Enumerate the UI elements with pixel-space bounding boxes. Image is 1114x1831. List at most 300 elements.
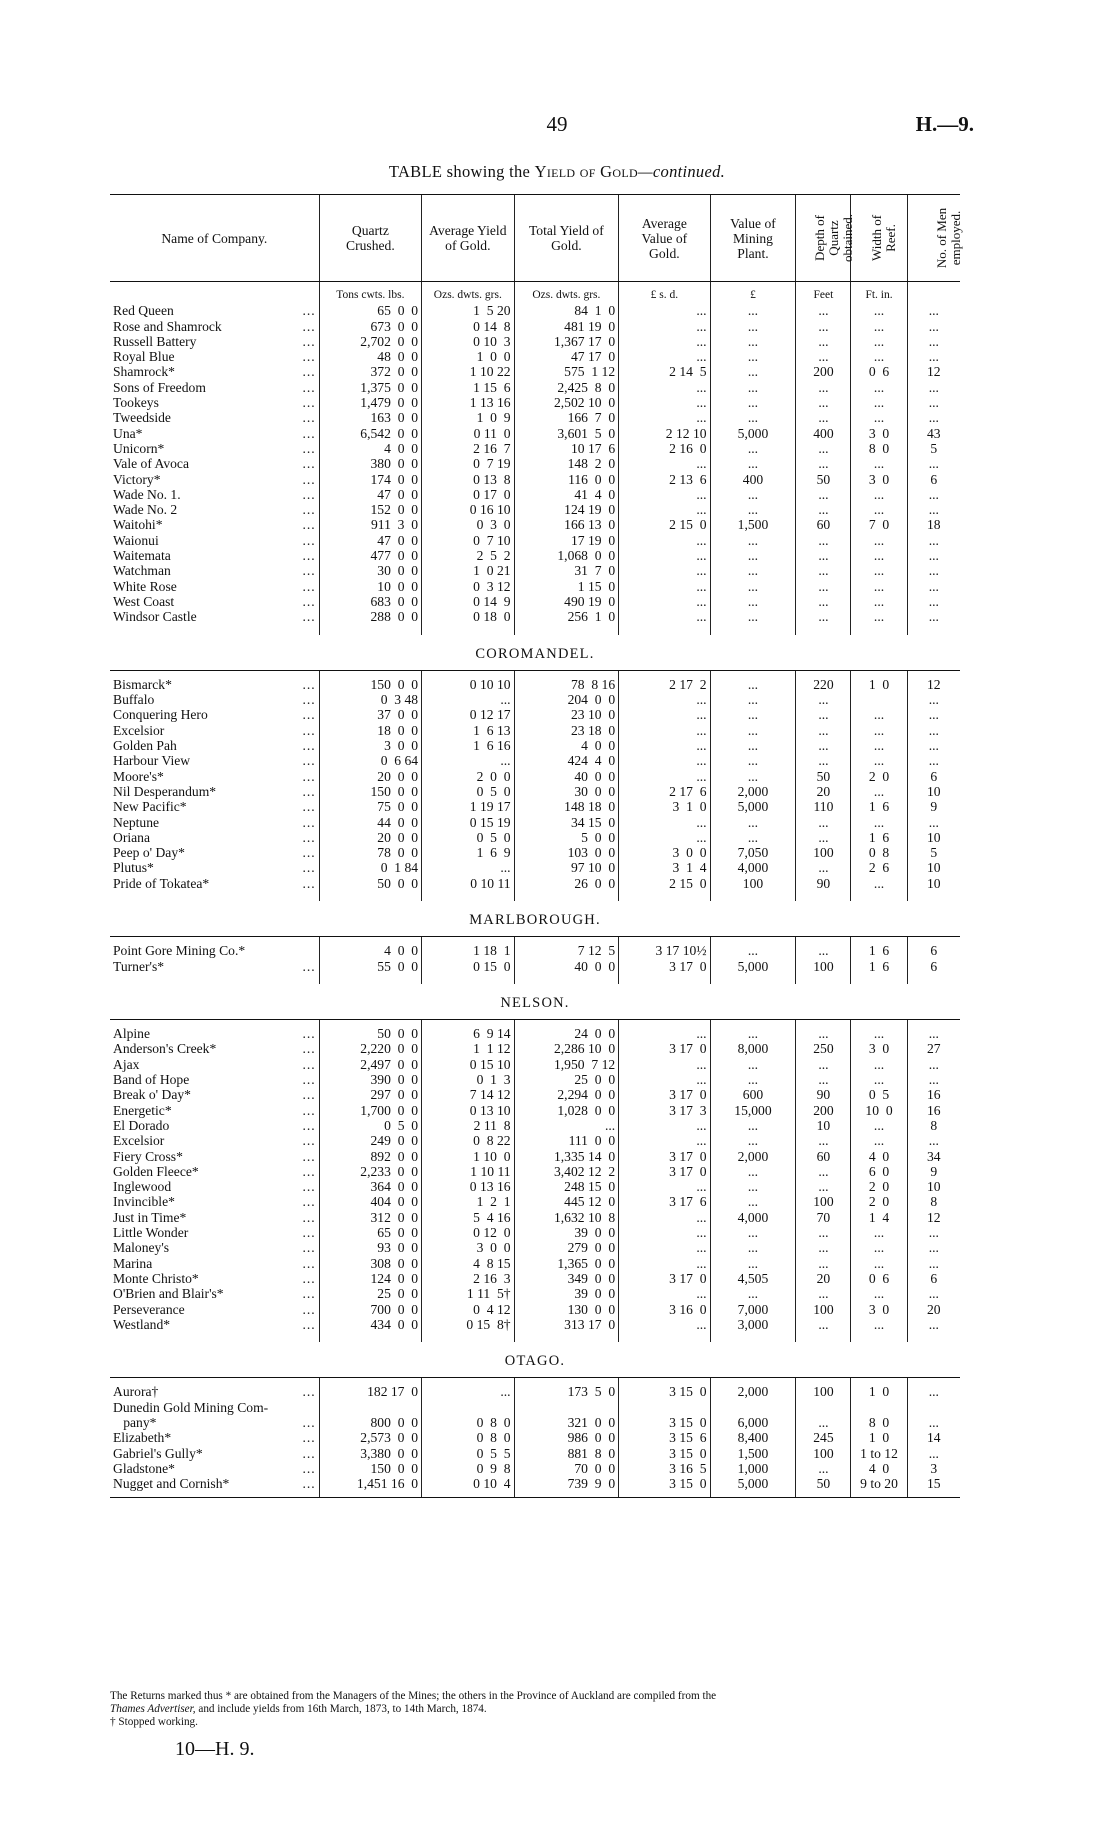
men-cell: 14 [907,1430,960,1445]
width-cell: 0 6 [851,364,907,379]
header-depth [796,195,856,282]
men-cell: 34 [907,1149,960,1164]
total-yield-cell: 248 15 0 [514,1179,619,1194]
company-name: Dunedin Gold Mining Com- [113,1399,269,1415]
company-name-cell [110,799,319,814]
total-yield-cell: 103 0 0 [514,845,619,860]
table-row [110,502,960,517]
quartz-cell: 152 0 0 [319,502,421,517]
avg-yield-cell: 1 6 13 [422,723,514,738]
avg-yield-cell: 0 8 22 [422,1133,514,1148]
section-heading: NELSON. [110,984,960,1020]
total-yield-cell: 84 1 0 [514,303,619,318]
plant-cell: ... [710,1256,796,1271]
section-heading-row [110,635,960,671]
avg-yield-cell: 1 1 12 [422,1041,514,1056]
plant-cell: 600 [710,1087,796,1102]
company-name-cell [110,738,319,753]
quartz-cell: 18 0 0 [319,723,421,738]
total-yield-cell: 7 12 5 [514,943,619,958]
total-yield-cell: 2,286 10 0 [514,1041,619,1056]
avg-value-cell: ... [619,410,710,425]
table-row [110,1302,960,1317]
depth-cell: ... [796,502,851,517]
company-name-cell [110,1072,319,1087]
width-cell: ... [851,876,907,891]
total-yield-cell: 481 19 0 [514,319,619,334]
avg-yield-cell: 1 15 6 [422,380,514,395]
total-yield-cell: 2,502 10 0 [514,395,619,410]
quartz-cell: 4 0 0 [319,943,421,958]
leader-dots: ... [302,532,316,548]
company-name-cell [110,456,319,471]
plant-cell: ... [710,769,796,784]
section-heading: COROMANDEL. [110,635,960,671]
depth-cell: ... [796,1072,851,1087]
plant-cell: ... [710,609,796,624]
depth-cell: ... [796,609,851,624]
plant-cell: 4,000 [710,1210,796,1225]
table-row [110,594,960,609]
table-row [110,1400,960,1415]
depth-cell: ... [796,1026,851,1041]
company-name-cell [110,319,319,334]
gap-cell [907,625,960,635]
depth-cell: ... [796,334,851,349]
width-cell: ... [851,533,907,548]
plant-cell: ... [710,1057,796,1072]
company-name: Point Gore Mining Co.* [113,943,246,959]
leader-dots: ... [302,1316,316,1332]
depth-cell: ... [796,1225,851,1240]
leader-dots: ... [302,783,316,799]
avg-value-cell: ... [619,502,710,517]
plant-cell: ... [710,1118,796,1133]
avg-yield-cell: 0 3 0 [422,517,514,532]
company-name: Tweedside [113,410,171,426]
men-cell: ... [907,456,960,471]
company-name: Windsor Castle [113,609,197,625]
avg-value-cell: 2 15 0 [619,876,710,891]
width-cell: ... [851,1286,907,1301]
company-name-cell [110,1179,319,1194]
quartz-cell: 47 0 0 [319,487,421,502]
gap-cell [422,1491,514,1498]
leader-dots: ... [302,1476,316,1492]
gap-cell [796,891,851,901]
depth-cell: ... [796,303,851,318]
company-name-cell [110,845,319,860]
company-name: Moore's* [113,768,164,784]
table-body [110,282,960,1498]
men-cell: 6 [907,1271,960,1286]
width-cell [851,1400,907,1415]
company-name: Waionui [113,532,159,548]
quartz-cell: 0 3 48 [319,692,421,707]
depth-cell: ... [796,692,851,707]
section-gap [110,1332,960,1342]
depth-cell: 50 [796,472,851,487]
company-name-cell [110,1087,319,1102]
table-row [110,395,960,410]
depth-cell: ... [796,395,851,410]
gap-cell [110,625,319,635]
total-yield-cell: 256 1 0 [514,609,619,624]
total-yield-cell: 321 0 0 [514,1415,619,1430]
leader-dots: ... [302,364,316,380]
men-cell: 10 [907,876,960,891]
quartz-cell: 249 0 0 [319,1133,421,1148]
gap-cell [514,891,619,901]
men-cell: 3 [907,1461,960,1476]
company-name: Harbour View [113,753,191,769]
table-row [110,707,960,722]
gap-cell [796,974,851,984]
plant-cell: ... [710,943,796,958]
plant-cell: ... [710,1179,796,1194]
total-yield-cell: 1,950 7 12 [514,1057,619,1072]
avg-yield-cell: 0 12 0 [422,1225,514,1240]
gap-cell [710,625,796,635]
title-suffix: —continued. [637,162,726,181]
depth-cell: 245 [796,1430,851,1445]
avg-yield-cell: 0 5 0 [422,784,514,799]
width-cell: 1 0 [851,677,907,692]
gap-cell [851,891,907,901]
company-name-cell [110,563,319,578]
total-yield-cell: ... [514,1118,619,1133]
avg-yield-cell: 0 10 3 [422,334,514,349]
plant-cell [710,1400,796,1415]
width-cell: ... [851,563,907,578]
men-cell: ... [907,1133,960,1148]
width-cell: ... [851,738,907,753]
total-yield-cell: 1,365 0 0 [514,1256,619,1271]
quartz-cell: 4 0 0 [319,441,421,456]
avg-yield-cell: 0 14 8 [422,319,514,334]
units-avg-yield: Ozs. dwts. grs. [422,282,514,304]
men-cell: ... [907,548,960,563]
plant-cell: 8,000 [710,1041,796,1056]
company-name: Anderson's Creek* [113,1041,217,1057]
width-cell: ... [851,487,907,502]
avg-yield-cell: 1 11 5† [422,1286,514,1301]
men-cell: ... [907,609,960,624]
gap-cell [319,974,421,984]
avg-value-cell: ... [619,830,710,845]
depth-cell: 20 [796,1271,851,1286]
company-name: New Pacific* [113,799,187,815]
men-cell: ... [907,1384,960,1399]
depth-cell: 60 [796,1149,851,1164]
avg-yield-cell: 1 19 17 [422,799,514,814]
gap-cell [319,625,421,635]
table-row [110,876,960,891]
company-name-cell [110,1384,319,1399]
table-row [110,1286,960,1301]
company-name: Wade No. 1. [113,486,181,502]
avg-value-cell: 3 16 0 [619,1302,710,1317]
table-row [110,1149,960,1164]
company-name: pany* [113,1415,157,1430]
leader-dots: ... [302,578,316,594]
plant-cell: ... [710,1286,796,1301]
company-name: Wade No. 2 [113,502,178,518]
plant-cell: ... [710,1240,796,1255]
width-cell: ... [851,456,907,471]
avg-value-cell: 2 13 6 [619,472,710,487]
depth-cell: 250 [796,1041,851,1056]
plant-cell: 5,000 [710,1476,796,1491]
gap-cell [907,1332,960,1342]
total-yield-cell: 2,294 0 0 [514,1087,619,1102]
leader-dots: ... [302,1072,316,1088]
avg-value-cell: ... [619,594,710,609]
quartz-cell: 288 0 0 [319,609,421,624]
plant-cell: ... [710,563,796,578]
avg-yield-cell: 1 5 20 [422,303,514,318]
total-yield-cell: 41 4 0 [514,487,619,502]
depth-cell: 90 [796,876,851,891]
table-row [110,1461,960,1476]
table-row [110,579,960,594]
quartz-cell: 3 0 0 [319,738,421,753]
leader-dots: ... [302,1148,316,1164]
avg-value-cell: ... [619,609,710,624]
plant-cell: ... [710,319,796,334]
total-yield-cell: 148 18 0 [514,799,619,814]
depth-cell: ... [796,456,851,471]
total-yield-cell: 39 0 0 [514,1225,619,1240]
company-name-cell [110,1461,319,1476]
avg-value-cell: 3 17 0 [619,1041,710,1056]
header-width [851,195,907,282]
leader-dots: ... [302,845,316,861]
depth-cell: 220 [796,677,851,692]
table-row [110,1041,960,1056]
gap-cell [796,625,851,635]
avg-yield-cell: 0 3 12 [422,579,514,594]
total-yield-cell: 23 10 0 [514,707,619,722]
leader-dots: ... [302,333,316,349]
total-yield-cell: 1 15 0 [514,579,619,594]
total-yield-cell: 166 7 0 [514,410,619,425]
avg-yield-cell: 0 7 19 [422,456,514,471]
table-row [110,1133,960,1148]
company-name: Westland* [113,1316,171,1332]
company-name-cell [110,1194,319,1209]
gap-cell [619,625,710,635]
gap-cell [514,625,619,635]
section-heading: MARLBOROUGH. [110,901,960,937]
company-name-cell [110,1149,319,1164]
depth-cell: ... [796,319,851,334]
leader-dots: ... [302,1255,316,1271]
avg-value-cell: ... [619,456,710,471]
depth-cell: ... [796,1179,851,1194]
plant-cell: 4,505 [710,1271,796,1286]
plant-cell: 7,050 [710,845,796,860]
company-name: Break o' Day* [113,1087,191,1103]
width-cell: 3 0 [851,472,907,487]
depth-cell: ... [796,441,851,456]
plant-cell: ... [710,1026,796,1041]
plant-cell: ... [710,487,796,502]
leader-dots: ... [302,318,316,334]
avg-value-cell: ... [619,753,710,768]
quartz-cell [319,1400,421,1415]
units-men [907,282,960,304]
men-cell: ... [907,1256,960,1271]
avg-value-cell: ... [619,334,710,349]
company-name: Waitohi* [113,517,163,533]
table-row [110,1179,960,1194]
depth-cell: ... [796,1256,851,1271]
leader-dots: ... [302,303,316,319]
quartz-cell: 10 0 0 [319,579,421,594]
leader-dots: ... [302,722,316,738]
company-name: Nugget and Cornish* [113,1476,230,1492]
men-cell: ... [907,533,960,548]
company-name-cell [110,1210,319,1225]
quartz-cell: 673 0 0 [319,319,421,334]
depth-cell: 10 [796,1118,851,1133]
men-cell: 8 [907,1194,960,1209]
avg-value-cell: 3 15 0 [619,1446,710,1461]
company-name: Sons of Freedom [113,379,206,395]
depth-cell: ... [796,738,851,753]
avg-value-cell: 3 17 0 [619,1271,710,1286]
company-name: Neptune [113,814,160,830]
plant-cell: 5,000 [710,426,796,441]
avg-value-cell: 3 15 6 [619,1430,710,1445]
men-cell: 10 [907,860,960,875]
company-name: Inglewood [113,1179,172,1195]
units-depth: Feet [796,282,851,304]
gap-cell [796,1491,851,1498]
leader-dots: ... [302,440,316,456]
company-name: Fiery Cross* [113,1148,183,1164]
width-cell: ... [851,1057,907,1072]
men-cell: 9 [907,1164,960,1179]
quartz-cell: 150 0 0 [319,1461,421,1476]
quartz-cell: 25 0 0 [319,1286,421,1301]
company-name: Buffalo [113,692,155,708]
total-yield-cell: 313 17 0 [514,1317,619,1332]
table-row [110,349,960,364]
avg-yield-cell: 0 16 10 [422,502,514,517]
avg-value-cell: ... [619,1057,710,1072]
quartz-cell: 308 0 0 [319,1256,421,1271]
width-cell: ... [851,723,907,738]
men-cell: ... [907,502,960,517]
gap-cell [907,1491,960,1498]
leader-dots: ... [302,1445,316,1461]
men-cell: ... [907,1446,960,1461]
avg-yield-cell: 0 15 8† [422,1317,514,1332]
company-name-cell [110,364,319,379]
plant-cell: 400 [710,472,796,487]
table-row [110,1446,960,1461]
total-yield-cell: 17 19 0 [514,533,619,548]
width-cell: ... [851,579,907,594]
section-heading: OTAGO. [110,1342,960,1378]
avg-value-cell: ... [619,1118,710,1133]
company-name-cell [110,1476,319,1491]
table-row [110,517,960,532]
avg-value-cell: ... [619,533,710,548]
total-yield-cell [514,1400,619,1415]
width-cell: 10 0 [851,1103,907,1118]
width-cell: 2 0 [851,769,907,784]
gap-cell [514,1491,619,1498]
company-name: Excelsior [113,1133,165,1149]
width-cell: 1 to 12 [851,1446,907,1461]
total-yield-cell: 24 0 0 [514,1026,619,1041]
units-avg-value: £ s. d. [619,282,710,304]
company-name: Nil Desperandum* [113,783,217,799]
company-name-cell [110,815,319,830]
avg-yield-cell: 0 10 11 [422,876,514,891]
table-row [110,1271,960,1286]
header-width-text [870,208,898,268]
leader-dots: ... [302,958,316,974]
quartz-cell: 2,573 0 0 [319,1430,421,1445]
depth-cell: ... [796,707,851,722]
width-cell: 1 6 [851,830,907,845]
table-row [110,692,960,707]
units-quartz: Tons cwts. lbs. [319,282,421,304]
table-row [110,380,960,395]
plant-cell: 1,000 [710,1461,796,1476]
men-cell: 6 [907,472,960,487]
leader-dots: ... [302,349,316,365]
avg-value-cell: 2 17 6 [619,784,710,799]
avg-yield-cell: 0 1 3 [422,1072,514,1087]
company-name-cell [110,1400,319,1415]
width-cell: ... [851,410,907,425]
avg-value-cell: ... [619,563,710,578]
depth-cell: ... [796,1057,851,1072]
men-cell: ... [907,487,960,502]
avg-yield-cell: ... [422,692,514,707]
avg-value-cell: ... [619,1179,710,1194]
depth-cell: ... [796,1164,851,1179]
avg-value-cell: ... [619,769,710,784]
company-name: Elizabeth* [113,1430,172,1446]
avg-value-cell: 2 14 5 [619,364,710,379]
quartz-cell: 150 0 0 [319,784,421,799]
total-yield-cell: 40 0 0 [514,959,619,974]
gap-cell [514,974,619,984]
men-cell: ... [907,1225,960,1240]
company-name-cell [110,1256,319,1271]
table-row [110,548,960,563]
table-row [110,472,960,487]
page-number: 49 [546,112,568,136]
table-row [110,609,960,624]
quartz-cell: 150 0 0 [319,677,421,692]
company-name-cell [110,579,319,594]
width-cell: 9 to 20 [851,1476,907,1491]
total-yield-cell: 97 10 0 [514,860,619,875]
men-cell: 8 [907,1118,960,1133]
table-row [110,319,960,334]
width-cell: 6 0 [851,1164,907,1179]
table-row [110,303,960,318]
table-row [110,1225,960,1240]
header-quartz-text: Quartz Crushed. [346,223,395,253]
